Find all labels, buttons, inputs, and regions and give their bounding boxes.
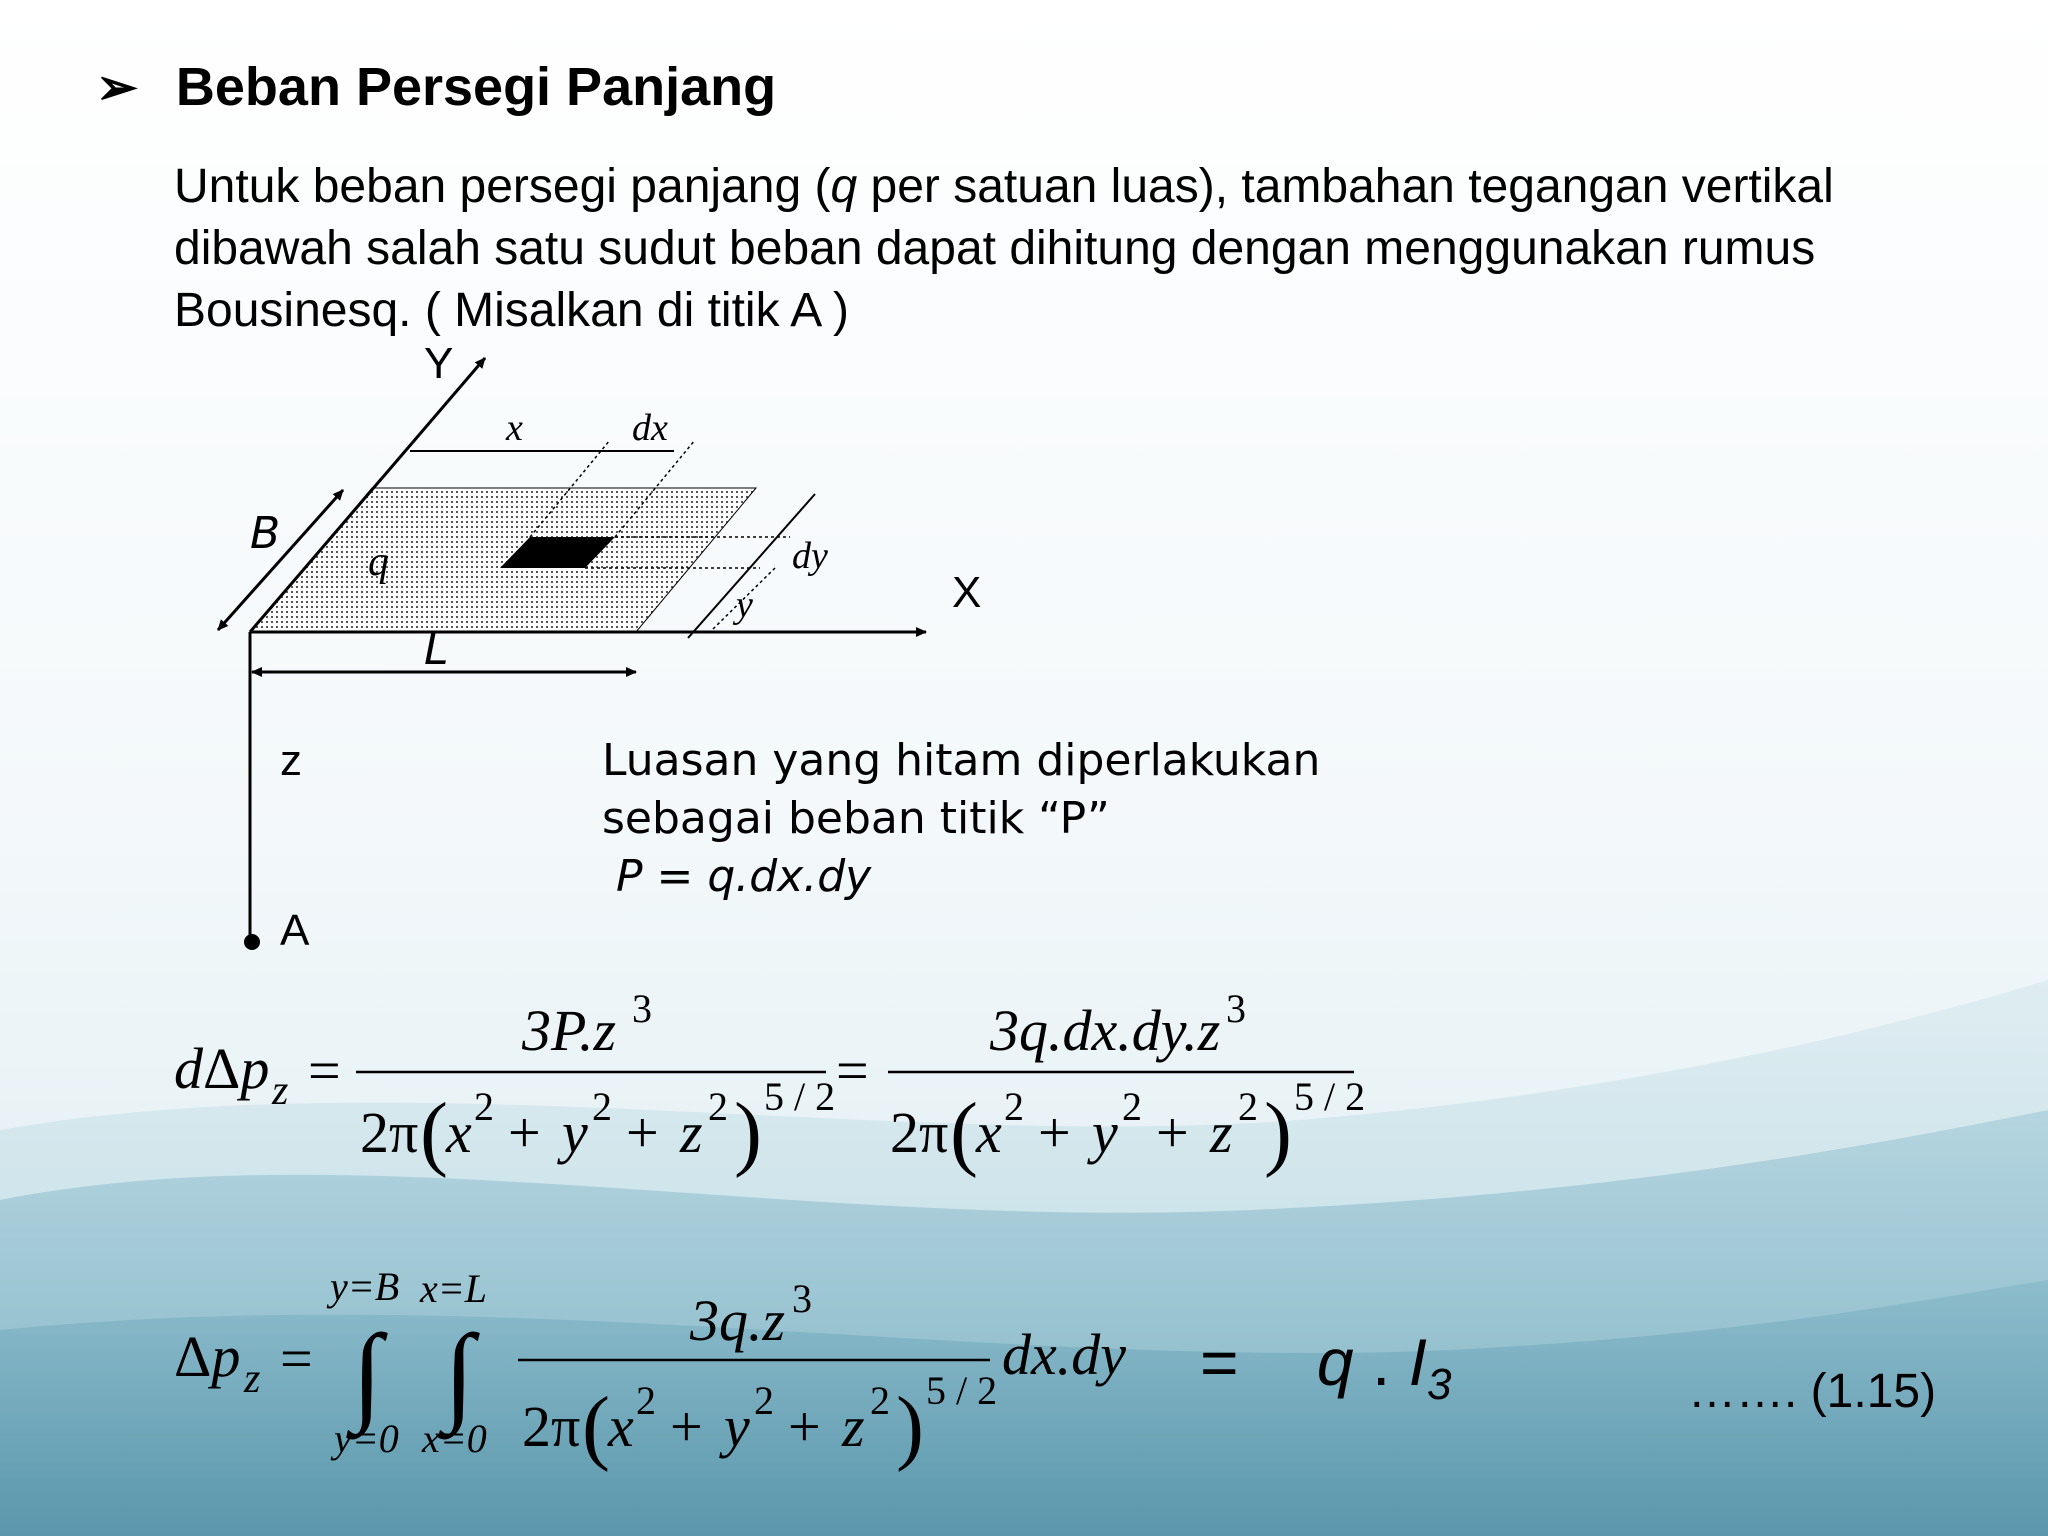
eq1-den2-z-sq: 2 [1238, 1084, 1258, 1129]
eq1-den1-y-sq: 2 [592, 1084, 612, 1129]
eq1-den1-plus2: + [626, 1100, 659, 1165]
eq1-num2-exp: 3 [1226, 986, 1246, 1031]
eq2-den-plus1: + [670, 1394, 703, 1459]
dx-label: dx [632, 407, 668, 449]
eq1-num1-exp: 3 [632, 986, 652, 1031]
eq1-den2-rparen: ) [1264, 1086, 1292, 1179]
eq2-den [522, 1368, 997, 1473]
result-equals: = [1200, 1325, 1239, 1399]
eq2-upper-x: x=L [420, 1266, 487, 1311]
eq1-den1-x: x [446, 1100, 472, 1165]
eq1-den2-plus2: + [1156, 1100, 1189, 1165]
y-axis-label: Y [424, 339, 454, 388]
intro-line-3: Bousinesq. ( Misalkan di titik A ) [174, 284, 849, 337]
q-label: q [368, 539, 389, 585]
x-axis-label: X [952, 568, 982, 617]
eq1-num1: 3P.z [522, 998, 617, 1063]
result-dot: . [1371, 1325, 1391, 1399]
eq2-integral-x: ∫ [444, 1312, 475, 1434]
eq1-p: p [240, 1036, 270, 1101]
eq2-num-exp: 3 [792, 1276, 812, 1321]
eq2-den-exp: 5 / 2 [926, 1368, 998, 1413]
eq2-delta: Δ [174, 1324, 212, 1389]
dy-label: dy [792, 535, 828, 577]
eq1-den2-2pi: 2π [890, 1100, 949, 1165]
eq2-den-z-sq: 2 [870, 1378, 890, 1423]
eq1-den2-x-sq: 2 [1004, 1084, 1024, 1129]
eq1-den1-z: z [680, 1100, 703, 1165]
equation-result [1200, 1324, 1451, 1410]
eq2-sub-z: z [244, 1356, 261, 1402]
intro-q: q [830, 160, 858, 213]
eq1-den1-exp: 5 / 2 [764, 1074, 836, 1119]
result-i: I [1408, 1325, 1427, 1399]
eq1-den1-y: y [562, 1100, 588, 1165]
eq1-den1-z-sq: 2 [708, 1084, 728, 1129]
eq1-sub-z: z [272, 1068, 289, 1114]
eq2-den-y-sq: 2 [754, 1378, 774, 1423]
eq1-den2-z: z [1210, 1100, 1233, 1165]
z-axis-label: z [280, 736, 302, 785]
eq2-upper-y: y=B [330, 1264, 400, 1309]
eq2-den-rparen: ) [896, 1380, 924, 1473]
intro-line-1-part-b: per satuan luas), tambahan tegangan vertikal [857, 160, 1834, 213]
intro-line-2: dibawah salah satu sudut beban dapat dihitung dengan menggunakan rumus [174, 222, 1816, 275]
eq2-tail: dx.dy [1002, 1322, 1126, 1387]
eq2-lower-y: y=0 [334, 1416, 399, 1461]
eq2-den-x: x [608, 1394, 634, 1459]
result-q: q [1316, 1325, 1354, 1399]
eq2-den-x-sq: 2 [636, 1378, 656, 1423]
l-label: L [424, 624, 449, 675]
eq1-equals-1: = [308, 1038, 341, 1103]
caption-line-2: sebagai beban titik “P” [602, 793, 1110, 844]
point-a-label: A [280, 906, 310, 955]
result-i-sub: 3 [1426, 1360, 1452, 1410]
eq2-equals: = [280, 1326, 313, 1391]
svg-text:Δp [174, 1324, 240, 1389]
eq1-num2: 3q.dx.dy.z [990, 998, 1221, 1063]
eq1-den1-2pi: 2π [360, 1100, 419, 1165]
eq1-den1-x-sq: 2 [474, 1084, 494, 1129]
eq2-den-plus2: + [788, 1394, 821, 1459]
eq1-den2-plus1: + [1038, 1100, 1071, 1165]
eq2-integral-y: ∫ [352, 1312, 383, 1434]
eq1-den1-rparen: ) [734, 1086, 762, 1179]
eq1-den2-lparen: ( [950, 1086, 978, 1179]
eq1-equals-2: = [836, 1038, 869, 1103]
eq2-lhs [174, 1324, 313, 1402]
b-label: B [250, 508, 281, 559]
eq1-den2-y-sq: 2 [1122, 1084, 1142, 1129]
eq1-d: d [174, 1036, 203, 1101]
arrow-bullet-icon: ➢ [96, 59, 138, 115]
equation-number: ……. (1.15) [1688, 1365, 1937, 1418]
intro-line-1-part-a: Untuk beban persegi panjang ( [174, 160, 831, 213]
eq2-den-z: z [842, 1394, 865, 1459]
eq1-den1-lparen: ( [420, 1086, 448, 1179]
eq2-p: p [211, 1324, 241, 1389]
caption-line-1: Luasan yang hitam diperlakukan [602, 735, 1321, 786]
eq2-den-lparen: ( [582, 1380, 610, 1473]
eq2-den-2pi: 2π [522, 1394, 581, 1459]
eq2-lower-x: x=0 [422, 1416, 487, 1461]
eq1-den2-y: y [1092, 1100, 1118, 1165]
slide-title-text: Beban Persegi Panjang [175, 57, 777, 117]
y-dim-label: y [736, 584, 753, 626]
caption-formula: P = q.dx.dy [616, 851, 872, 902]
eq1-den1-plus1: + [508, 1100, 541, 1165]
eq1-den2-x: x [976, 1100, 1002, 1165]
x-dim-label: x [506, 407, 523, 449]
eq2-num: 3q.z [690, 1288, 786, 1353]
eq1-den2-exp: 5 / 2 [1294, 1074, 1366, 1119]
eq1-delta: Δ [203, 1036, 241, 1101]
eq2-den-y: y [724, 1394, 750, 1459]
